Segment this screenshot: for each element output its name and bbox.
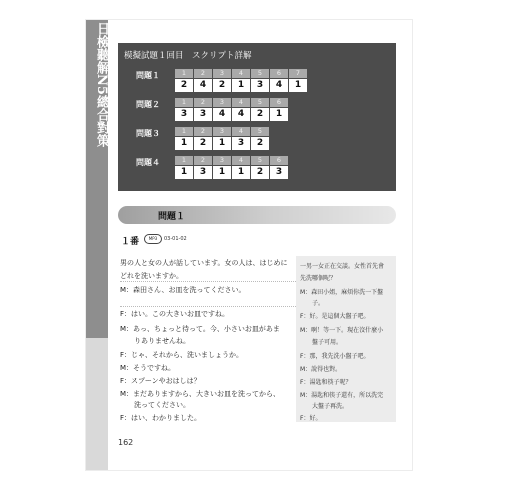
script-line: りありませんね。	[120, 337, 190, 345]
number-cell: 6	[270, 156, 289, 166]
number-cell: 4	[232, 69, 251, 79]
answer-cell: 1	[175, 137, 194, 151]
translation-line: 先洗哪個呢？	[300, 275, 337, 282]
line-divider	[120, 281, 296, 282]
answer-cell: 1	[270, 108, 289, 122]
answer-grid-3	[174, 126, 270, 151]
item-number: １番	[121, 237, 140, 247]
answer-cell: 4	[213, 108, 232, 122]
translation-line: 子。	[300, 300, 325, 307]
translation-line: M：啊！等一下。現在沒什麼小	[300, 327, 384, 334]
script-line: F：スプーンやおはしは？	[120, 377, 201, 385]
translation-line: 大盤子再洗。	[300, 403, 349, 410]
answer-cell: 4	[270, 79, 289, 93]
script-line: M：まだありますから、大きいお皿を洗ってから、	[120, 390, 281, 398]
question-label-3: 問題３	[136, 129, 160, 138]
number-cell: 5	[251, 98, 270, 108]
answer-cell: 1	[289, 79, 308, 93]
page-number: 162	[118, 438, 134, 447]
audio-icon: MP3	[144, 234, 162, 244]
answer-grid-4	[174, 155, 289, 180]
translation-line: M：森田小姐，麻煩你洗一下盤	[300, 289, 384, 296]
book-title: 日檢聽解N5總合對策	[94, 22, 109, 147]
number-cell: 5	[251, 156, 270, 166]
question-label-1: 問題１	[136, 71, 160, 80]
number-cell: 6	[270, 69, 289, 79]
translation-line: M：湯匙和筷子還有，所以洗完	[300, 392, 384, 399]
number-cell: 1	[175, 156, 194, 166]
script-line: F：はい。この大きいお皿ですね。	[120, 310, 230, 318]
answer-cell: 1	[232, 166, 251, 180]
answer-cell: 2	[251, 166, 270, 180]
answer-cell: 1	[213, 166, 232, 180]
answer-cell: 1	[175, 166, 194, 180]
number-cell: 1	[175, 98, 194, 108]
number-cell: 7	[289, 69, 308, 79]
number-cell: 5	[251, 127, 270, 137]
script-line: 洗ってください。	[120, 401, 190, 409]
answer-cell: 3	[175, 108, 194, 122]
answer-cell: 3	[194, 108, 213, 122]
script-line: M：あっ、ちょっと待って。今、小さいお皿があま	[120, 325, 280, 333]
script-line: M：そうですね。	[120, 364, 176, 372]
translation-line: F：好。	[300, 415, 322, 422]
number-cell: 2	[194, 98, 213, 108]
number-cell: 6	[270, 98, 289, 108]
side-tab	[86, 20, 108, 338]
answer-cell: 4	[194, 79, 213, 93]
translation-line: F：好。是這個大盤子吧。	[300, 313, 370, 320]
number-cell: 4	[232, 127, 251, 137]
answer-cell: 3	[194, 166, 213, 180]
number-cell: 2	[194, 127, 213, 137]
question-label-2: 問題２	[136, 100, 160, 109]
section-header	[118, 206, 396, 224]
line-divider	[120, 306, 296, 307]
script-line: どれを洗いますか。	[120, 272, 183, 280]
script-line: M：森田さん、お皿を洗ってください。	[120, 286, 246, 294]
translation-line: 盤子可用。	[300, 339, 343, 346]
question-label-4: 問題４	[136, 158, 160, 167]
answer-grid-1	[174, 68, 308, 93]
answer-cell: 2	[251, 137, 270, 151]
translation-line: M：說得也對。	[300, 366, 342, 373]
answer-cell: 4	[232, 108, 251, 122]
number-cell: 3	[213, 127, 232, 137]
script-line: 男の人と女の人が話しています。女の人は、はじめに	[120, 259, 288, 267]
answer-cell: 2	[213, 79, 232, 93]
answer-panel	[118, 43, 396, 191]
number-cell: 4	[232, 98, 251, 108]
translation-line: F：湯匙和筷子呢？	[300, 379, 352, 386]
answer-cell: 3	[270, 166, 289, 180]
number-cell: 4	[232, 156, 251, 166]
track-number: 03-01-02	[164, 236, 187, 242]
translation-line: 一男一女正在交談。女性首先會	[300, 263, 385, 270]
number-cell: 2	[194, 156, 213, 166]
number-cell: 3	[213, 156, 232, 166]
number-cell: 5	[251, 69, 270, 79]
answer-cell: 2	[194, 137, 213, 151]
panel-title: 模擬試題１回目 スクリプト詳解	[124, 51, 252, 61]
number-cell: 3	[213, 69, 232, 79]
translation-line: F：那，我先洗小盤子吧。	[300, 353, 370, 360]
answer-grid-2	[174, 97, 289, 122]
answer-cell: 1	[232, 79, 251, 93]
side-tab-lower	[86, 338, 108, 470]
answer-cell: 2	[175, 79, 194, 93]
number-cell: 1	[175, 69, 194, 79]
script-line: F：じゃ、それから、洗いましょうか。	[120, 351, 244, 359]
number-cell: 1	[175, 127, 194, 137]
number-cell: 3	[213, 98, 232, 108]
answer-cell: 3	[232, 137, 251, 151]
number-cell: 2	[194, 69, 213, 79]
section-title: 問題１	[158, 212, 186, 222]
script-line: F：はい、わかりました。	[120, 414, 202, 422]
answer-cell: 1	[213, 137, 232, 151]
answer-cell: 2	[251, 108, 270, 122]
answer-cell: 3	[251, 79, 270, 93]
